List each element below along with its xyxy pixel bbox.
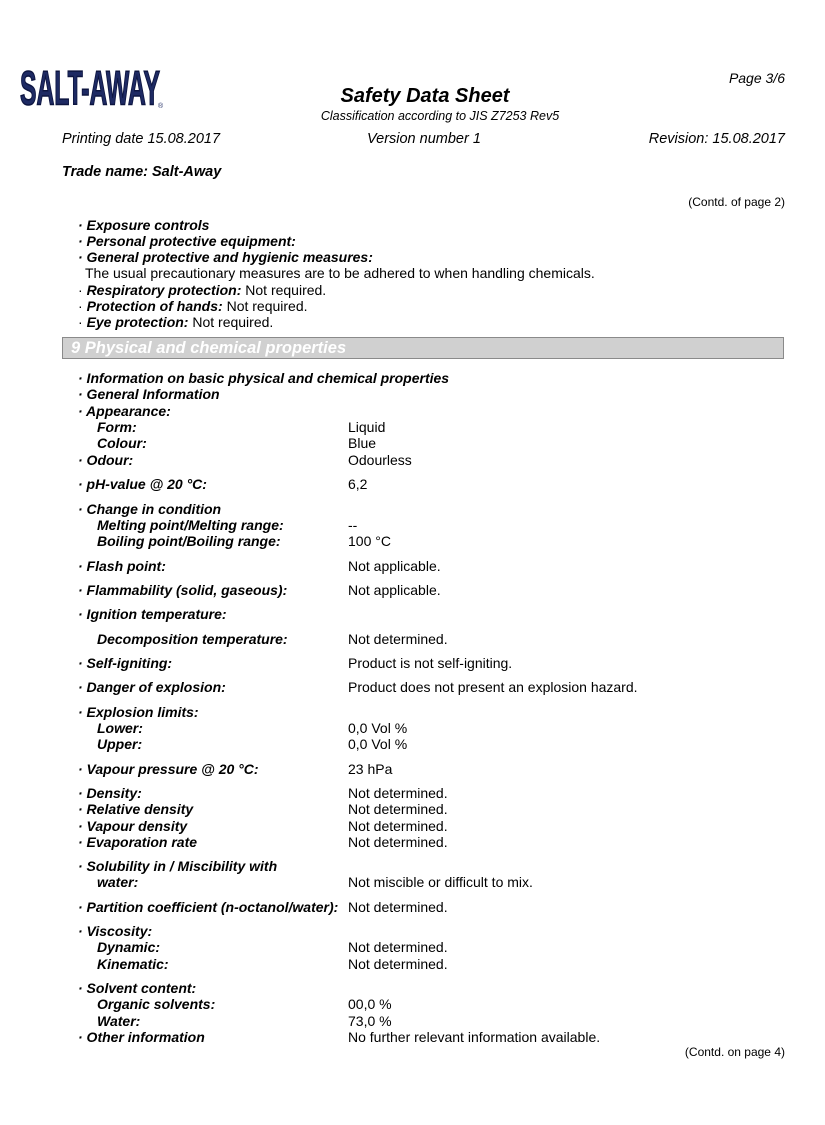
property-label: Form: xyxy=(97,419,137,435)
property-label: Melting point/Melting range: xyxy=(97,517,284,533)
property-label: · Odour: xyxy=(78,452,134,468)
property-value: 0,0 Vol % xyxy=(348,736,408,752)
property-label: · Ignition temperature: xyxy=(78,606,227,622)
property-label: Dynamic: xyxy=(97,939,161,955)
property-label: · General Information xyxy=(78,386,220,402)
svg-text:®: ® xyxy=(158,103,164,110)
property-label: · Vapour density xyxy=(78,818,188,834)
property-label: · Explosion limits: xyxy=(78,704,199,720)
property-value: Blue xyxy=(348,435,377,451)
property-label: · Solvent content: xyxy=(78,980,197,996)
property-value: -- xyxy=(348,517,358,533)
property-label: · Flash point: xyxy=(78,558,166,574)
property-label: · Self-igniting: xyxy=(78,655,173,671)
property-value: 0,0 Vol % xyxy=(348,720,408,736)
property-label: · Evaporation rate xyxy=(78,834,198,850)
property-label: Water: xyxy=(97,1013,141,1029)
trade-name: Trade name: Salt-Away xyxy=(62,164,222,180)
property-label: · pH-value @ 20 °C: xyxy=(78,476,207,492)
property-value: 100 °C xyxy=(348,533,391,549)
document-title: Safety Data Sheet xyxy=(340,85,510,107)
property-label: · Viscosity: xyxy=(78,923,153,939)
general-measures-heading: · General protective and hygienic measures: xyxy=(78,249,373,265)
property-value: Not determined. xyxy=(348,899,448,915)
property-value: Liquid xyxy=(348,419,386,435)
property-value: 23 hPa xyxy=(348,761,393,777)
property-value: Not determined. xyxy=(348,939,448,955)
property-label: Organic solvents: xyxy=(97,996,216,1012)
property-value: 00,0 % xyxy=(348,996,392,1012)
revision-date: Revision: 15.08.2017 xyxy=(648,131,785,147)
property-value: Not determined. xyxy=(348,801,448,817)
property-value: Product is not self-igniting. xyxy=(348,655,513,671)
printing-date: Printing date 15.08.2017 xyxy=(62,131,221,147)
property-value: No further relevant information available. xyxy=(348,1029,601,1045)
property-label: Colour: xyxy=(97,435,147,451)
property-value: Not determined. xyxy=(348,631,448,647)
general-measures-text: The usual precautionary measures are to be adhered to when handling chemicals. xyxy=(85,265,595,281)
exposure-controls-heading: · Exposure controls xyxy=(78,217,210,233)
property-label: · Change in condition xyxy=(78,501,222,517)
eye-protection: · Eye protection: Not required. xyxy=(78,314,274,330)
property-label: Decomposition temperature: xyxy=(97,631,288,647)
continued-on: (Contd. on page 4) xyxy=(684,1045,785,1059)
property-value: 6,2 xyxy=(348,476,368,492)
property-value: Not applicable. xyxy=(348,582,441,598)
property-label: · Vapour pressure @ 20 °C: xyxy=(78,761,259,777)
property-value: Not determined. xyxy=(348,818,448,834)
property-label: Boiling point/Boiling range: xyxy=(97,533,281,549)
property-value: 73,0 % xyxy=(348,1013,392,1029)
property-label: Upper: xyxy=(97,736,143,752)
hand-protection: · Protection of hands: Not required. xyxy=(78,298,308,314)
property-label: water: xyxy=(97,874,139,890)
document-subtitle: Classification according to JIS Z7253 Rev5 xyxy=(320,109,560,123)
property-label: Kinematic: xyxy=(97,956,169,972)
property-value: Odourless xyxy=(348,452,412,468)
property-label: Lower: xyxy=(97,720,143,736)
ppe-heading: · Personal protective equipment: xyxy=(78,233,296,249)
property-value: Product does not present an explosion hazard. xyxy=(348,679,638,695)
property-label: · Relative density xyxy=(78,801,194,817)
continued-from: (Contd. of page 2) xyxy=(688,195,785,209)
section-9-title: 9 Physical and chemical properties xyxy=(71,339,347,357)
property-label: · Appearance: xyxy=(78,403,171,419)
property-value: Not applicable. xyxy=(348,558,441,574)
page-number: Page 3/6 xyxy=(728,70,785,86)
property-value: Not determined. xyxy=(348,785,448,801)
property-value: Not miscible or difficult to mix. xyxy=(348,874,533,890)
property-value: Not determined. xyxy=(348,834,448,850)
version-number: Version number 1 xyxy=(367,131,481,147)
property-label: · Solubility in / Miscibility with xyxy=(78,858,278,874)
section-9-header xyxy=(62,337,784,359)
property-label: · Partition coefficient (n-octanol/water): xyxy=(78,899,339,915)
property-value: Not determined. xyxy=(348,956,448,972)
property-label: · Danger of explosion: xyxy=(78,679,226,695)
respiratory-protection: · Respiratory protection: Not required. xyxy=(78,282,327,298)
svg-text:SALT-AWAY: SALT-AWAY xyxy=(20,60,160,112)
property-label: · Density: xyxy=(78,785,142,801)
property-label: · Other information xyxy=(78,1029,205,1045)
property-label: · Flammability (solid, gaseous): xyxy=(78,582,288,598)
property-label: · Information on basic physical and chemical properties xyxy=(78,370,450,386)
